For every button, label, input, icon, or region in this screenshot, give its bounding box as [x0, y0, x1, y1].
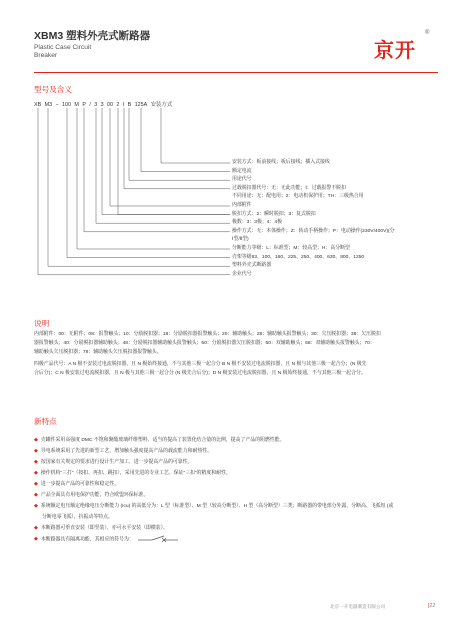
- feature-text: 系统额定电压额定绝缘电压分断能力 (Icu) 的高低分为：L 型（标准型）、M 型（较高分断型）、H 型（高分断型）三类；断路器的带电部分外露，分断高、飞弧短 (或: [40, 504, 394, 509]
- feature-text: 分断电零飞弧），抗振动等特点。: [42, 515, 113, 520]
- notes-line: 辅助触头欠压脱扣器；78：辅助触头欠压脱扣器报警触头。: [34, 350, 162, 356]
- model-branch-label: 安装方式：板前接线；板后接线；插入式接线: [232, 160, 330, 165]
- bullet-diamond-icon: ◆: [34, 536, 38, 543]
- feature-item: [34, 502, 393, 509]
- model-code-part: 00: [106, 102, 113, 108]
- model-code-part: −: [55, 102, 59, 108]
- feature-text: 本断路器具有隔离功能，其相应的符号为：: [40, 537, 134, 543]
- bullet-diamond-icon: ◆: [34, 481, 38, 487]
- model-branch-label: 企业代号: [232, 271, 252, 277]
- brand-logo: 京开: [374, 40, 416, 62]
- page-title: XBM3 塑料外壳式断路器: [34, 30, 151, 42]
- model-branch-label: 过载脱扣器代号：无：无此功能；Ⅰ：过载报警不脱扣: [232, 185, 346, 191]
- features-heading: 新特点: [34, 417, 57, 426]
- subtitle-line-1: Plastic Case Circuit: [34, 44, 92, 51]
- notes-line: 器报警触头；40：分励脱扣器辅助触头；48：分励脱扣器辅助触头报警触头；50：分励脱扣器欠压脱扣器；60：双辅助触头；68：双辅助触头报警触头；70：: [34, 341, 375, 347]
- feature-text: 进一步提高产品的可靠性和稳定性。: [40, 482, 120, 487]
- notes-line: 内部附件：00：无附件；08：报警触头；10：分励脱扣器；18：分励脱扣器报警触头；20：辅助触头；28：辅助触头报警触头；30：欠压脱扣器；38：欠压脱扣: [34, 332, 381, 337]
- isolator-switch-symbol-icon: [138, 535, 182, 543]
- model-branch-label: 操作方式：无：本体操作；Z：转动手柄操作；P：电动操作(230V/400V)(分: [232, 228, 395, 234]
- feature-text: 导电系统采用了先进的新型工艺，增加触头强度提高产品的载流能力和耐热性。: [40, 449, 213, 454]
- feature-text: 按国家有关规定的要求进行设计生产加工，进一步提高产品的可靠性。: [40, 460, 193, 465]
- bullet-diamond-icon: ◆: [34, 503, 38, 509]
- model-code-part: 100: [62, 102, 72, 108]
- model-branch-label: Ⅰ型/Ⅱ型): [232, 237, 249, 243]
- feature-item: [34, 491, 148, 498]
- bullet-diamond-icon: ◆: [34, 437, 38, 443]
- model-branch-label: 壳架等级63、100、160、225、250、400、630、800、1250: [232, 254, 365, 260]
- model-branch-label: 塑料外壳式断路器: [232, 263, 272, 269]
- footer-company: [330, 604, 385, 610]
- model-section-heading: 型号及含义: [34, 85, 72, 94]
- model-code-part: B: [127, 102, 132, 108]
- feature-item: [42, 513, 113, 520]
- notes-line: 四极产品代号：A N 极不安装过电流脱扣器，且 N 极始终接通，不与其他三极一起合分 B N 极不安装过电流脱扣器，且 N 极与其他三极一起合分；(N 极先: [34, 362, 367, 367]
- notes-paragraph-four-pole: [34, 360, 438, 378]
- notes-line: 合后分)；C N 极安装过电流脱扣器，且 N 极与其他三极一起合分 (N 极先合后分)；D N 极安装过电流脱扣器，且 N 极始终接通，不与其他三极一起合分。: [34, 371, 366, 377]
- model-branch-label: 极数：3：3极；4：4极: [232, 220, 283, 226]
- feature-item: [34, 458, 192, 465]
- footer-page-number: [428, 603, 435, 609]
- footer-separator: |: [428, 603, 430, 609]
- model-code-part: I: [122, 102, 125, 108]
- feature-item: [34, 524, 168, 531]
- model-branch-label: 脱扣方式：2：瞬时脱扣；3：复式脱扣: [232, 211, 316, 217]
- model-branch-label: 内部附件: [232, 203, 252, 208]
- model-code-part: /: [89, 102, 91, 108]
- bullet-diamond-icon: ◆: [34, 470, 38, 476]
- model-code-part: 125A: [134, 102, 148, 108]
- model-branch-label: 不同用途：无：配电用；2：电动机保护用；TH：三级热合用: [232, 194, 364, 200]
- model-code-part: 安装方式: [150, 102, 173, 108]
- feature-item: [34, 480, 119, 487]
- model-code-part: 3: [94, 102, 98, 108]
- model-code-part: M3: [44, 102, 53, 108]
- feature-text: 操作机构“三打”（按扣、再扣、跳扣），采用先进的专业工艺，保证“三扣”的精度和耐性。: [40, 471, 231, 476]
- feature-text: 壳罐件采用高强度 DMC 不饱和聚酯玻璃纤维塑料，适当的提高了装置化结合量的比例，提高了产品的阻燃性能。: [40, 438, 285, 443]
- model-code-part: 3: [100, 102, 104, 108]
- model-code-part: P: [82, 102, 86, 108]
- bullet-diamond-icon: ◆: [34, 448, 38, 454]
- page-number: 22: [429, 603, 436, 609]
- feature-item: [34, 436, 285, 443]
- model-code-part: XB: [34, 102, 42, 108]
- feature-item: [34, 469, 231, 476]
- model-branch-label: 用途代号: [232, 177, 252, 183]
- registered-mark: ®: [425, 30, 430, 36]
- model-code-part: M: [74, 102, 79, 108]
- notes-heading: 说明: [34, 319, 50, 328]
- bullet-diamond-icon: ◆: [34, 492, 38, 498]
- feature-text: 产品全面具有用电保护功能，符合欧盟环保标准。: [40, 493, 149, 498]
- model-code-part: 2: [116, 102, 120, 108]
- feature-text: 本断路器可垂直安装（即竖装），亦可水平安装（即横装）。: [40, 526, 169, 531]
- model-branch-label: 分断能力等级：L：标准型；M：较高型；H：高分断型: [232, 246, 350, 251]
- footer-company-name: 北京一开电器制造有限公司: [330, 604, 386, 609]
- bullet-diamond-icon: ◆: [34, 525, 38, 531]
- subtitle-line-2: Breaker: [34, 52, 58, 59]
- feature-item: [34, 447, 212, 454]
- model-branch-label: 额定电流: [232, 168, 252, 174]
- notes-paragraph-internal-accessories: [34, 330, 438, 358]
- feature-item: [34, 535, 182, 543]
- bullet-diamond-icon: ◆: [34, 459, 38, 465]
